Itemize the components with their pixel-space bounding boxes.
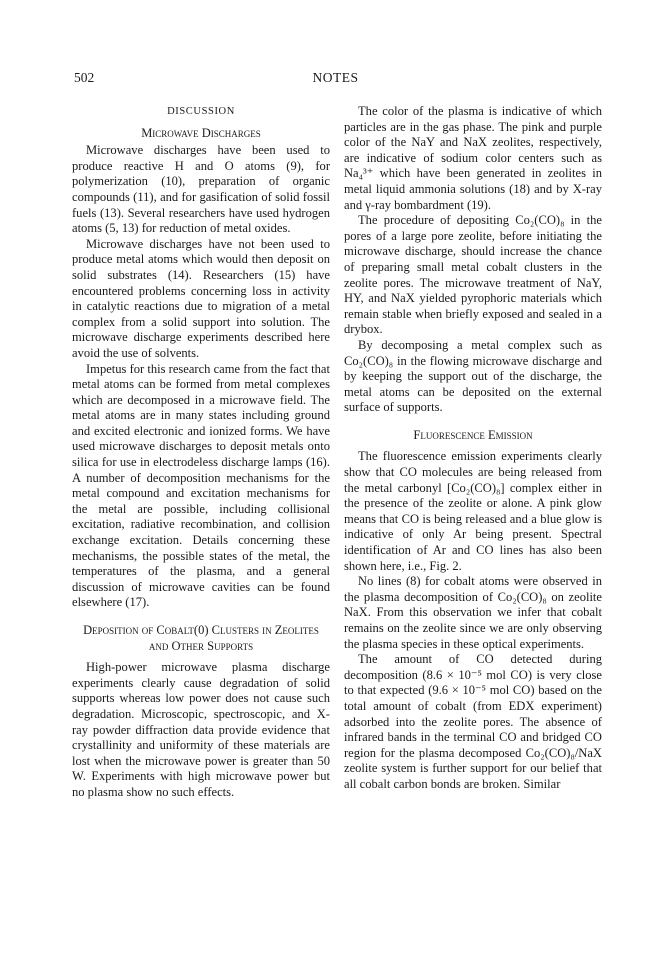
section-title: DISCUSSION	[167, 106, 235, 117]
left-column	[72, 104, 330, 801]
subsection-heading: Deposition of Cobalt(0) Clusters in Zeolites and Other Supports	[83, 623, 319, 653]
paragraph: Impetus for this research came from the fact that metal atoms can be formed from metal complexes which are decomposed in a microwave field. The metal atoms are in many states including ground and excited electronic and ionized forms. We have used microwave discharges to deposit metals onto silica for use in electrodeless discharge lamps (16). A number of decomposition mechanisms for the metal compound and excitation mechanisms for the metal are possible, including collisional excitation, radiative recombination, and collision exchange excitation. Details concerning these mechanisms, the possible states of the metal, the temperatures of the plasma, and a general discussion of microwave cavities can be found elsewhere (17).	[72, 361, 330, 610]
paragraph: The procedure of depositing Co₂(CO)₈ in the pores of a large pore zeolite, before initiating the microwave discharge, should increase the chance of preparing small metal cobalt clusters in the zeolite pores. The microwave treatment of NaY, HY, and NaX yielded pyrophoric materials which remain stable when briefly exposed and sealed in a drybox.	[344, 213, 602, 337]
paragraph: No lines (8) for cobalt atoms were observed in the plasma decomposition of Co₂(CO)₈ on zeolite NaX. From this observation we infer that cobalt remains on the zeolite since we are only observing the plasma species in these optical experiments.	[344, 574, 602, 651]
subsection-heading: Fluorescence Emission	[413, 427, 533, 442]
paragraph: High-power microwave plasma discharge experiments clearly cause degradation of solid supports whereas low power does not cause such degradation. Microscopic, spectroscopic, and X-ray powder diffraction data provide evidence that crystallinity and uniformity of these materials are lost when the microwave power is greater than 50 W. Experiments with high microwave power but no plasma show no such effects.	[72, 660, 330, 799]
paragraph: Microwave discharges have not been used to produce metal atoms which would then deposit on solid substrates (14). Researchers (15) have encountered problems concerning loss in activity in catalytic reactions due to migration of a metal complex from a solid support into solution. The microwave discharge experiments described here avoid the use of solvents.	[72, 236, 330, 360]
paragraph: The fluorescence emission experiments clearly show that CO molecules are being released from the metal carbonyl [Co₂(CO)₈] complex either in the presence of the zeolite or alone. A pink glow means that CO is being released and a blue glow is indicative of only Ar being present. Spectral identification of Ar and CO lines has also been shown here, i.e., Fig. 2.	[344, 449, 602, 573]
page-header	[74, 70, 597, 90]
paragraph: Microwave discharges have been used to produce reactive H and O atoms (9), for polymerization (10), preparation of organic compounds (11), and for gasification of solid fossil fuels (13). Several researchers have used hydrogen atoms (5, 13) for reduction of metal oxides.	[72, 143, 330, 236]
paragraph: By decomposing a metal complex such as Co₂(CO)₈ in the flowing microwave discharge and by keeping the support out of the discharge, the metal atoms can be deposited on the external surface of supports.	[344, 337, 602, 415]
running-head: NOTES	[312, 70, 359, 85]
page-number: 502	[74, 70, 95, 85]
paragraph: The color of the plasma is indicative of which particles are in the gas phase. The pink and purple color of the NaY and NaX zeolites, respectively, are indicative of sodium color centers such as Na₄³⁺ which have been generated in zeolites in metal liquid ammonia solutions (18) and by X-ray and γ-ray bombardment (19).	[344, 104, 602, 212]
subsection-heading: Microwave Discharges	[141, 125, 261, 140]
right-column	[344, 104, 602, 793]
paragraph: The amount of CO detected during decomposition (8.6 × 10⁻⁵ mol CO) is very close to that expected (9.6 × 10⁻⁵ mol CO) based on the total amount of cobalt (from EDX experiment) adsorbed into the zeolite pores. The absence of infrared bands in the terminal CO and bridged CO region for the plasma decomposed Co₂(CO)₈/NaX zeolite system is further support for our belief that all cobalt carbon bonds are broken. Similar	[344, 652, 602, 791]
